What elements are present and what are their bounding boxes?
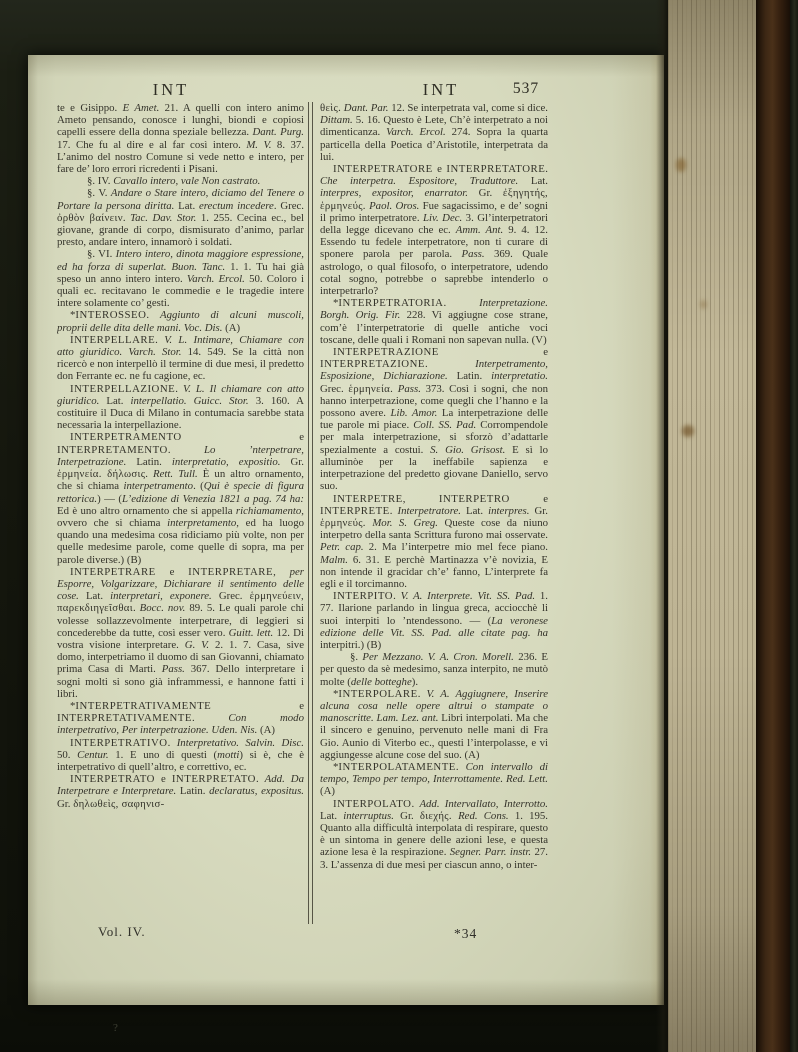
signature-mark: *34 [454,926,478,941]
entry-paragraph: INTERPETRATO e INTERPRETATO. Add. Da Interpetrare e Interpretare. Latin. declaratus, expositus. Gr. δηλωθεὶς, σαφηνισ- [57,773,304,810]
entry-paragraph: §. VI. Intero intero, dinota maggiore espressione, ed ha forza di superlat. Buon. Tanc. 1. 1. Tu hai già speso un anno intero intero. Varch. Ercol. 50. Coloro i quali ec. recitavano le commedie e le tragedie intere intere solamente co’ gesti. [57,248,304,310]
left-column [57,102,304,924]
page-number: 537 [512,80,540,97]
entry-paragraph: INTERPELLARE. V. L. Intimare, Chiamare con atto giuridico. Varch. Stor. 14. 549. Se la città non ricercò e non interpellò il termine di due mesi, il predetto don Ferrante ec. ne fu cagione, ec. [57,333,304,383]
stain [700,300,707,309]
entry-paragraph: INTERPETRARE e INTERPRETARE, per Esporre, Volgarizzare, Dichiarare il sentimento delle cose. Lat. interpretari, exponere. Grec. ἑρμηνεύειν, παρεκδιηγεῖσθαι. Bocc. nov. 89. 5. Le quali parole chi volesse sollazzevolmente interpetrare, di leggieri si concederebbe da tutte, così esser vero. Guitt. lett. 12. Di vostra visione interpretare. G. V. 2. 1. 7. Casa, sive domo, interpetriamo il duomo di san Giovanni, chiamato prima Casa di Marti. Pass. 367. Dello interpretare i sogni molti si sono già inframmessi, e hannone fatti i libri. [57,565,304,700]
stain [676,158,686,172]
right-column [320,102,548,924]
entry-paragraph: INTERPETRATORE e INTERPRETATORE. Che interpetra. Espositore, Traduttore. Lat. interpres, expositor, enarrator. Gr. ἐξηγητής, ἑρμηνεύς. Paol. Oros. Fue sagacissimo, e de’ sogni il primo interpetratore. Liv. Dec. 3. Gl’interpetratori della legge dicevano che ec. Amm. Ant. 9. 4. 12. Essendo tu fedele interpetratore, non ti curare di sponere parola per parola. Pass. 369. Quale astrologo, o qual filosofo, o interpetratore, udendo cotal sogno, potrebbe o saprebbe intenderlo o interpetrarlo? [320,163,548,298]
entry-paragraph: INTERPITO. V. A. Interprete. Vit. SS. Pad. 1. 77. Ilarione parlando in lingua greca, acciocchè li suoi interpiti lo ’ntendessono. — (La veronese edizione delle Vit. SS. Pad. alle citate pag. ha interpitri.) (B) [320,590,548,651]
stain [682,425,694,437]
entry-paragraph: *INTERPETRATIVAMENTE e INTERPRETATIVAMENTE. Con modo interpetrativo, Per interpetrazione. Uden. Nis. (A) [57,699,304,737]
entry-paragraph: *INTERPETRATORIA. Interpretazione. Borgh. Orig. Fir. 228. Vi aggiugne cose strane, com’è l’interpetratorie di quelle antiche voci toscane, delle quali i Romani non sapevan nulla. (V) [320,297,548,346]
book-page [28,55,664,1005]
entry-paragraph: INTERPETRAZIONE e INTERPRETAZIONE. Interpetramento, Esposizione, Dichiarazione. Latin. interpretatio. Grec. ἑρμηνεία. Pass. 373. Così i sogni, che non hanno interpetrazione, come quegli che l’hanno e la possono avere. Lib. Amor. La interpetrazione delle tue parole mi piace. Coll. SS. Pad. Corrompendole per mala interpetrazione, si sforzò d’adattarle spezialmente a costui. S. Gio. Grisost. E sì lo alluminòe per la ineffabile sapienza e interpetrazione del predetto giovane Daniello, servo suo. [320,346,548,493]
entry-paragraph: te e Gisippo. E Amet. 21. A quelli con intero animo Ameto pensando, conosce i lunghi, biondi e copiosi capelli essere della donna speziale bellezza. Dant. Purg. 17. Che fu al dire e al far così intero. M. V. 8. 37. L’animo del nostro Comune si vede netto e intero, per fare de’ loro errori ricredenti i Pisani. [57,102,304,176]
running-head-right: INT [422,80,460,99]
entry-paragraph: *INTERPOLATAMENTE. Con intervallo di tempo, Tempo per tempo, Interrottamente. Red. Lett. (A) [320,760,548,798]
column-divider-rule [308,102,313,924]
entry-paragraph: §. V. Andare o Stare intero, diciamo del Tenere o Portare la persona diritta. Lat. erectum incedere. Grec. ὀρθὸν βαίνειν. Tac. Dav. Stor. 1. 255. Cecina ec., bel giovane, grande di corpo, dismisurato d’animo, parlar presto, andare intero, innamorò i soldati. [57,187,304,249]
volume-label: Vol. IV. [98,924,146,939]
entry-paragraph: INTERPETRATIVO. Interpretativo. Salvin. Disc. 50. Centur. 1. E uno di questi (motti) si è, che è interpetrativo di quell’altro, e correttivo, ec. [57,736,304,773]
entry-paragraph: INTERPETRE, INTERPETRO e INTERPRETE. Interpetratore. Lat. interpres. Gr. ἑρμηνεύς. Mor. S. Greg. Queste cose da niuno interpetro della santa Scrittura furono mai osservate. Petr. cap. 2. Ma l’interpetre mio mel fece piano. Malm. 6. 31. E perchè Martinazza v’è novizia, E non intende il gracidar ch’e’ fanno, L’interprete fa egli e il torcimanno. [320,492,548,590]
entry-paragraph: INTERPELLAZIONE. V. L. Il chiamare con atto giuridico. Lat. interpellatio. Guicc. Stor. 3. 160. A costituire il Duca di Milano in contumacia sarebbe stata necessaria la interpellazione. [57,382,304,432]
running-head [28,80,664,102]
entry-paragraph: §. IV. Cavallo intero, vale Non castrato. [87,175,261,188]
entry-paragraph: *INTEROSSEO. Aggiunto di alcuni muscoli, proprii delle dita delle mani. Voc. Dis. (A) [57,309,304,334]
scan-speck: ? [113,1022,118,1034]
entry-paragraph: *INTERPOLARE. V. A. Aggiugnere, Inserire alcuna cosa nelle opere altrui o stampate o manoscritte. Lam. Lez. ant. Libri interpolati. Ma che il sincero e genuino, pervenuto nelle mani di Fra Gio. Aunio di Viterbo ec., questi l’interpolasse, e vi aggiungesse alcune cose del suo. (A) [320,687,548,761]
entry-paragraph: §. Per Mezzano. V. A. Cron. Morell. 236. E per questo da sè medesimo, sanza interpito, ne mutò molte (delle botteghe). [320,651,548,688]
entry-paragraph: INTERPETRAMENTO e INTERPRETAMENTO. Lo ’nterpetrare, Interpetrazione. Latin. interpretatio, expositio. Gr. ἑρμηνεία. δήλωσις. Rett. Tull. È un altro ornamento, che si chiama interpetramento. (Qui è specie di figura rettorica.) — (L’edizione di Venezia 1821 a pag. 74 ha: Ed è uno altro ornamento che si appella richiamamento, ovvero che si chiama interpretamento, ed ha luogo quando una medesima cosa ridiciamo più volte, non per quelle medesime parole, come quelle di sopra, ma per parole diverse.) (B) [57,431,304,566]
entry-paragraph: INTERPOLATO. Add. Intervallato, Interrotto. Lat. interruptus. Gr. διεχής. Red. Cons. 1. 195. Quanto alla difficultà interpolata di respirare, questo è un sintoma in genere delle azioni lese, e questa azione lesa è la respirazione. Segner. Parr. instr. 27. 3. L’assenza di due mesi per ciascun anno, o inter- [320,797,548,871]
entry-paragraph: θεὶς. Dant. Par. 12. Se interpetrata val, come si dice. Dittam. 5. 16. Questo è Lete, Ch’è interpetrato a noi dimenticanza. Varch. Ercol. 274. Sopra la quarta particella della Poetica d’Aristotile, interpetrata da lui. [320,102,548,163]
running-head-left: INT [152,80,190,99]
book-cover [756,0,790,1052]
book-cover-edge [790,0,798,1052]
